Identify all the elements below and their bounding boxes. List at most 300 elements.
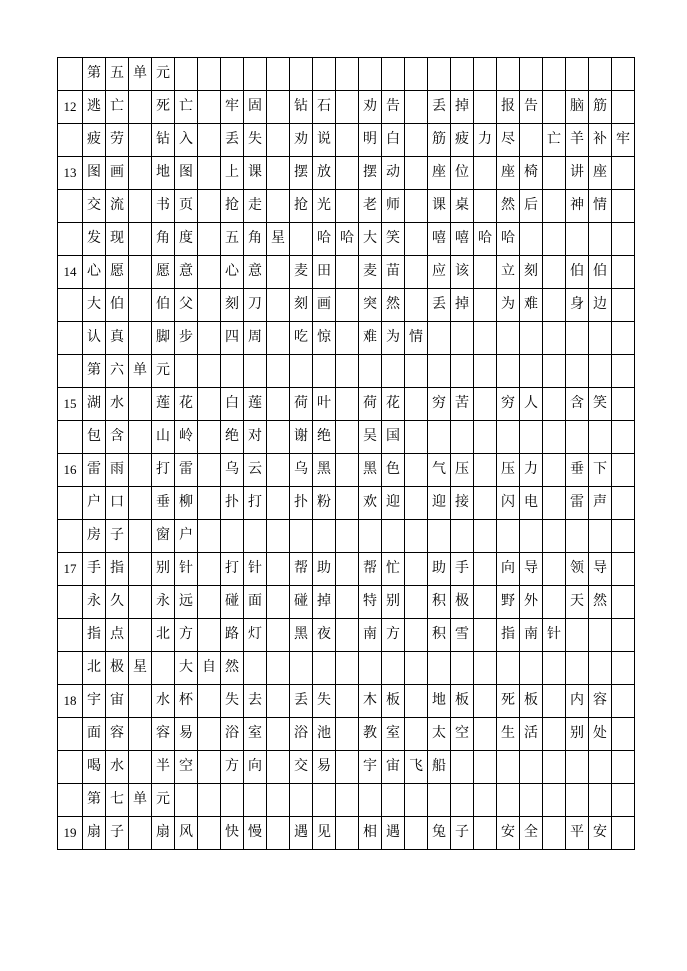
character-cell: 雷: [83, 454, 106, 487]
character-cell: 立: [497, 256, 520, 289]
empty-cell: [543, 817, 566, 850]
character-cell: 筋: [428, 124, 451, 157]
empty-cell: [221, 784, 244, 817]
empty-cell: [198, 124, 221, 157]
character-cell: 第: [83, 58, 106, 91]
empty-cell: [244, 58, 267, 91]
character-cell: 元: [152, 784, 175, 817]
empty-cell: [474, 586, 497, 619]
table-row: [58, 751, 635, 784]
empty-cell: [612, 157, 635, 190]
character-cell: 讲: [566, 157, 589, 190]
empty-cell: [198, 817, 221, 850]
character-cell: 室: [382, 718, 405, 751]
character-cell: 认: [83, 322, 106, 355]
empty-cell: [474, 784, 497, 817]
empty-cell: [198, 289, 221, 322]
empty-cell: [267, 91, 290, 124]
empty-cell: [543, 256, 566, 289]
empty-cell: [267, 784, 290, 817]
empty-cell: [612, 322, 635, 355]
row-number: [58, 652, 83, 685]
character-cell: 别: [566, 718, 589, 751]
character-cell: 天: [566, 586, 589, 619]
character-cell: 难: [520, 289, 543, 322]
empty-cell: [336, 751, 359, 784]
row-number: [58, 124, 83, 157]
character-cell: 永: [83, 586, 106, 619]
table-row: [58, 289, 635, 322]
empty-cell: [267, 157, 290, 190]
empty-cell: [405, 256, 428, 289]
character-cell: 欢: [359, 487, 382, 520]
character-cell: 快: [221, 817, 244, 850]
character-cell: 神: [566, 190, 589, 223]
character-cell: 野: [497, 586, 520, 619]
character-cell: 积: [428, 619, 451, 652]
table-row: [58, 784, 635, 817]
character-cell: 掉: [313, 586, 336, 619]
character-cell: 北: [152, 619, 175, 652]
character-cell: 导: [589, 553, 612, 586]
character-cell: 雪: [451, 619, 474, 652]
character-cell: 子: [106, 520, 129, 553]
row-number: [58, 322, 83, 355]
vocabulary-grid: [57, 57, 635, 850]
character-cell: 灯: [244, 619, 267, 652]
empty-cell: [198, 487, 221, 520]
empty-cell: [612, 388, 635, 421]
character-cell: 父: [175, 289, 198, 322]
character-cell: 板: [520, 685, 543, 718]
empty-cell: [382, 58, 405, 91]
character-cell: 见: [313, 817, 336, 850]
character-cell: 突: [359, 289, 382, 322]
character-cell: 莲: [244, 388, 267, 421]
character-cell: 窗: [152, 520, 175, 553]
character-cell: 扑: [221, 487, 244, 520]
empty-cell: [451, 58, 474, 91]
empty-cell: [612, 355, 635, 388]
character-cell: 雷: [175, 454, 198, 487]
character-cell: 山: [152, 421, 175, 454]
character-cell: 向: [497, 553, 520, 586]
character-cell: 七: [106, 784, 129, 817]
character-cell: 然: [589, 586, 612, 619]
empty-cell: [612, 652, 635, 685]
table-row: [58, 388, 635, 421]
character-cell: 第: [83, 784, 106, 817]
character-cell: 笑: [382, 223, 405, 256]
empty-cell: [612, 289, 635, 322]
character-cell: 麦: [359, 256, 382, 289]
empty-cell: [451, 652, 474, 685]
character-cell: 半: [152, 751, 175, 784]
empty-cell: [129, 223, 152, 256]
character-cell: 第: [83, 355, 106, 388]
character-cell: 别: [152, 553, 175, 586]
character-cell: 羊: [566, 124, 589, 157]
empty-cell: [612, 190, 635, 223]
row-number: [58, 619, 83, 652]
character-cell: 椅: [520, 157, 543, 190]
character-cell: 容: [589, 685, 612, 718]
row-number: 12: [58, 91, 83, 124]
empty-cell: [129, 619, 152, 652]
character-cell: 说: [313, 124, 336, 157]
character-cell: 压: [451, 454, 474, 487]
empty-cell: [129, 817, 152, 850]
character-cell: 牢: [221, 91, 244, 124]
character-cell: 垂: [566, 454, 589, 487]
character-cell: 脑: [566, 91, 589, 124]
empty-cell: [405, 190, 428, 223]
character-cell: 包: [83, 421, 106, 454]
character-cell: 向: [244, 751, 267, 784]
character-cell: 四: [221, 322, 244, 355]
empty-cell: [543, 751, 566, 784]
character-cell: 莲: [152, 388, 175, 421]
character-cell: 身: [566, 289, 589, 322]
empty-cell: [359, 520, 382, 553]
character-cell: 远: [175, 586, 198, 619]
empty-cell: [129, 256, 152, 289]
character-cell: 图: [175, 157, 198, 190]
character-cell: 应: [428, 256, 451, 289]
character-cell: 穷: [497, 388, 520, 421]
empty-cell: [405, 454, 428, 487]
empty-cell: [543, 421, 566, 454]
character-cell: 惊: [313, 322, 336, 355]
character-cell: 大: [83, 289, 106, 322]
table-row: [58, 190, 635, 223]
empty-cell: [198, 223, 221, 256]
empty-cell: [543, 355, 566, 388]
character-cell: 星: [267, 223, 290, 256]
empty-cell: [382, 520, 405, 553]
empty-cell: [336, 586, 359, 619]
character-cell: 水: [152, 685, 175, 718]
empty-cell: [566, 223, 589, 256]
character-cell: 领: [566, 553, 589, 586]
character-cell: 报: [497, 91, 520, 124]
empty-cell: [428, 784, 451, 817]
character-cell: 元: [152, 355, 175, 388]
table-row: [58, 223, 635, 256]
empty-cell: [474, 652, 497, 685]
character-cell: 下: [589, 454, 612, 487]
empty-cell: [520, 421, 543, 454]
character-cell: 迎: [428, 487, 451, 520]
empty-cell: [267, 520, 290, 553]
row-number: 17: [58, 553, 83, 586]
row-number: [58, 421, 83, 454]
character-cell: 岭: [175, 421, 198, 454]
empty-cell: [543, 289, 566, 322]
empty-cell: [198, 91, 221, 124]
table-row: [58, 487, 635, 520]
character-cell: 易: [313, 751, 336, 784]
character-cell: 意: [175, 256, 198, 289]
character-cell: 白: [221, 388, 244, 421]
empty-cell: [198, 685, 221, 718]
character-cell: 全: [520, 817, 543, 850]
character-cell: 地: [152, 157, 175, 190]
empty-cell: [543, 652, 566, 685]
empty-cell: [543, 454, 566, 487]
character-cell: 星: [129, 652, 152, 685]
character-cell: 愿: [106, 256, 129, 289]
table-row: [58, 718, 635, 751]
empty-cell: [198, 586, 221, 619]
character-cell: 亡: [106, 91, 129, 124]
character-cell: 色: [382, 454, 405, 487]
empty-cell: [405, 355, 428, 388]
character-cell: 单: [129, 355, 152, 388]
empty-cell: [175, 355, 198, 388]
character-cell: 苦: [451, 388, 474, 421]
empty-cell: [336, 421, 359, 454]
character-cell: 手: [83, 553, 106, 586]
empty-cell: [336, 817, 359, 850]
character-cell: 助: [313, 553, 336, 586]
table-row: [58, 421, 635, 454]
character-cell: 外: [520, 586, 543, 619]
character-cell: 浴: [221, 718, 244, 751]
character-cell: 忙: [382, 553, 405, 586]
empty-cell: [612, 58, 635, 91]
character-cell: 雨: [106, 454, 129, 487]
empty-cell: [198, 322, 221, 355]
empty-cell: [428, 421, 451, 454]
character-cell: 情: [589, 190, 612, 223]
character-cell: 教: [359, 718, 382, 751]
empty-cell: [267, 322, 290, 355]
empty-cell: [612, 784, 635, 817]
empty-cell: [474, 190, 497, 223]
empty-cell: [543, 157, 566, 190]
row-number: 18: [58, 685, 83, 718]
empty-cell: [336, 256, 359, 289]
character-cell: 木: [359, 685, 382, 718]
character-cell: 针: [244, 553, 267, 586]
character-cell: 荷: [290, 388, 313, 421]
character-cell: 子: [451, 817, 474, 850]
character-cell: 内: [566, 685, 589, 718]
empty-cell: [497, 322, 520, 355]
character-cell: 伯: [106, 289, 129, 322]
empty-cell: [474, 685, 497, 718]
empty-cell: [589, 652, 612, 685]
character-cell: 走: [244, 190, 267, 223]
empty-cell: [451, 322, 474, 355]
character-cell: 针: [543, 619, 566, 652]
empty-cell: [313, 58, 336, 91]
character-cell: 自: [198, 652, 221, 685]
empty-cell: [520, 322, 543, 355]
character-cell: 师: [382, 190, 405, 223]
empty-cell: [221, 355, 244, 388]
empty-cell: [267, 817, 290, 850]
empty-cell: [152, 652, 175, 685]
character-cell: 嘻: [451, 223, 474, 256]
empty-cell: [405, 619, 428, 652]
table-row: [58, 685, 635, 718]
character-cell: 画: [106, 157, 129, 190]
empty-cell: [198, 751, 221, 784]
empty-cell: [129, 190, 152, 223]
character-cell: 黑: [359, 454, 382, 487]
character-cell: 嘻: [428, 223, 451, 256]
empty-cell: [336, 784, 359, 817]
row-number: [58, 355, 83, 388]
empty-cell: [129, 718, 152, 751]
empty-cell: [589, 421, 612, 454]
character-cell: 边: [589, 289, 612, 322]
empty-cell: [497, 421, 520, 454]
row-number: [58, 520, 83, 553]
empty-cell: [497, 652, 520, 685]
character-cell: 雷: [566, 487, 589, 520]
row-number: [58, 190, 83, 223]
empty-cell: [428, 520, 451, 553]
character-cell: 夜: [313, 619, 336, 652]
character-cell: 助: [428, 553, 451, 586]
character-cell: 方: [175, 619, 198, 652]
character-cell: 帮: [359, 553, 382, 586]
empty-cell: [520, 520, 543, 553]
empty-cell: [129, 322, 152, 355]
character-cell: 摆: [290, 157, 313, 190]
empty-cell: [244, 784, 267, 817]
table-row: [58, 520, 635, 553]
character-cell: 杯: [175, 685, 198, 718]
character-cell: 疲: [451, 124, 474, 157]
empty-cell: [566, 421, 589, 454]
empty-cell: [474, 454, 497, 487]
empty-cell: [267, 751, 290, 784]
empty-cell: [336, 553, 359, 586]
empty-cell: [405, 289, 428, 322]
empty-cell: [589, 322, 612, 355]
empty-cell: [198, 256, 221, 289]
character-cell: 逃: [83, 91, 106, 124]
character-cell: 五: [106, 58, 129, 91]
empty-cell: [566, 58, 589, 91]
character-cell: 座: [589, 157, 612, 190]
character-cell: 浴: [290, 718, 313, 751]
empty-cell: [359, 58, 382, 91]
character-cell: 吃: [290, 322, 313, 355]
empty-cell: [543, 784, 566, 817]
empty-cell: [520, 124, 543, 157]
empty-cell: [336, 619, 359, 652]
empty-cell: [359, 652, 382, 685]
empty-cell: [520, 784, 543, 817]
empty-cell: [336, 520, 359, 553]
character-cell: 池: [313, 718, 336, 751]
character-cell: 筋: [589, 91, 612, 124]
character-cell: 交: [83, 190, 106, 223]
character-cell: 宙: [106, 685, 129, 718]
empty-cell: [405, 817, 428, 850]
character-cell: 愿: [152, 256, 175, 289]
character-cell: 手: [451, 553, 474, 586]
empty-cell: [336, 355, 359, 388]
empty-cell: [589, 520, 612, 553]
empty-cell: [129, 586, 152, 619]
character-cell: 口: [106, 487, 129, 520]
empty-cell: [543, 322, 566, 355]
character-cell: 声: [589, 487, 612, 520]
character-cell: 南: [520, 619, 543, 652]
character-cell: 云: [244, 454, 267, 487]
character-cell: 丢: [221, 124, 244, 157]
character-cell: 打: [244, 487, 267, 520]
character-cell: 丢: [428, 91, 451, 124]
character-cell: 地: [428, 685, 451, 718]
character-cell: 劝: [290, 124, 313, 157]
character-cell: 安: [497, 817, 520, 850]
empty-cell: [313, 652, 336, 685]
empty-cell: [612, 256, 635, 289]
empty-cell: [405, 58, 428, 91]
character-cell: 容: [106, 718, 129, 751]
empty-cell: [612, 586, 635, 619]
empty-cell: [267, 289, 290, 322]
empty-cell: [359, 355, 382, 388]
empty-cell: [543, 388, 566, 421]
empty-cell: [198, 190, 221, 223]
character-cell: 谢: [290, 421, 313, 454]
empty-cell: [566, 322, 589, 355]
character-cell: 水: [106, 751, 129, 784]
character-cell: 步: [175, 322, 198, 355]
character-cell: 粉: [313, 487, 336, 520]
character-cell: 室: [244, 718, 267, 751]
empty-cell: [198, 520, 221, 553]
character-cell: 面: [83, 718, 106, 751]
character-cell: 极: [451, 586, 474, 619]
empty-cell: [405, 553, 428, 586]
empty-cell: [290, 652, 313, 685]
empty-cell: [382, 784, 405, 817]
empty-cell: [129, 124, 152, 157]
empty-cell: [612, 520, 635, 553]
character-cell: 接: [451, 487, 474, 520]
empty-cell: [543, 520, 566, 553]
character-cell: 笑: [589, 388, 612, 421]
table-row: [58, 619, 635, 652]
empty-cell: [129, 487, 152, 520]
empty-cell: [198, 454, 221, 487]
character-cell: 房: [83, 520, 106, 553]
character-cell: 对: [244, 421, 267, 454]
empty-cell: [474, 289, 497, 322]
character-cell: 水: [106, 388, 129, 421]
empty-cell: [198, 718, 221, 751]
empty-cell: [497, 784, 520, 817]
character-cell: 吴: [359, 421, 382, 454]
table-row: [58, 355, 635, 388]
empty-cell: [451, 520, 474, 553]
character-cell: 扇: [83, 817, 106, 850]
character-cell: 哈: [474, 223, 497, 256]
character-cell: 久: [106, 586, 129, 619]
empty-cell: [543, 91, 566, 124]
empty-cell: [497, 58, 520, 91]
empty-cell: [497, 751, 520, 784]
